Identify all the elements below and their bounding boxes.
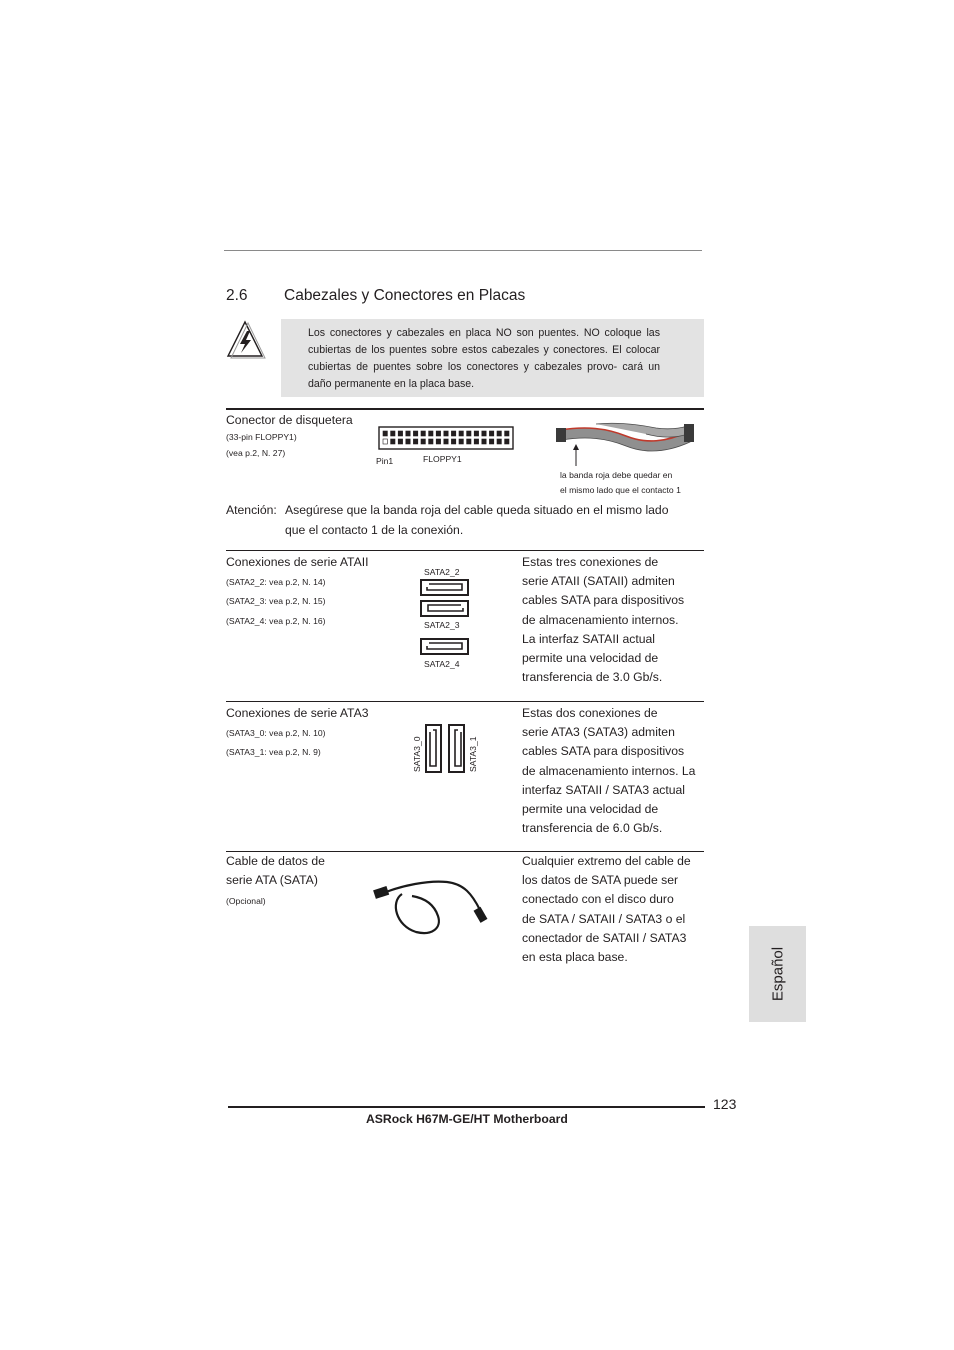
floppy-pin bbox=[398, 431, 402, 436]
floppy-pin bbox=[391, 439, 395, 444]
sata3-desc-line: cables SATA para dispositivos bbox=[522, 744, 685, 759]
sata3-title: Conexiones de serie ATA3 bbox=[226, 706, 369, 720]
sata2-4-connector bbox=[420, 638, 470, 656]
warning-icon bbox=[224, 320, 268, 360]
section-title: Cabezales y Conectores en Placas bbox=[284, 287, 526, 304]
floppy-pin bbox=[406, 439, 410, 444]
floppy-sub2: (vea p.2, N. 27) bbox=[226, 448, 286, 458]
floppy-pin bbox=[505, 439, 509, 444]
attention-line1: Asegúrese que la banda roja del cable queda situado en el mismo lado bbox=[285, 503, 669, 517]
floppy-pin bbox=[451, 439, 455, 444]
sata2-3-connector bbox=[420, 600, 470, 618]
cable-desc-line: conectado con el disco duro bbox=[522, 892, 674, 907]
sata3-desc-line: transferencia de 6.0 Gb/s. bbox=[522, 821, 663, 836]
floppy-pin bbox=[467, 431, 471, 436]
sata3-desc-line: serie ATA3 (SATA3) admiten bbox=[522, 725, 675, 740]
cable-sub: (Opcional) bbox=[226, 896, 266, 906]
floppy-rule bbox=[226, 408, 704, 410]
floppy-pin bbox=[482, 439, 486, 444]
floppy-pin bbox=[444, 431, 448, 436]
sataii-desc-line: permite una velocidad de bbox=[522, 651, 659, 666]
sata3-desc-line: permite una velocidad de bbox=[522, 802, 659, 817]
floppy-note-line2: el mismo lado que el contacto 1 bbox=[560, 485, 681, 495]
footer-rule bbox=[228, 1106, 705, 1108]
floppy-pin bbox=[467, 439, 471, 444]
sata3-rule bbox=[226, 701, 704, 702]
floppy-pin bbox=[436, 431, 440, 436]
floppy-pin bbox=[413, 431, 417, 436]
sata3-1-connector bbox=[448, 724, 466, 774]
sataii-desc-line: La interfaz SATAII actual bbox=[522, 631, 655, 646]
cable-description bbox=[522, 852, 691, 967]
floppy-pin bbox=[398, 439, 402, 444]
floppy-pin bbox=[482, 431, 486, 436]
cable-title-line2: serie ATA (SATA) bbox=[226, 873, 318, 887]
page-number: 123 bbox=[713, 1096, 737, 1112]
floppy-pin bbox=[383, 439, 387, 444]
floppy-pin bbox=[406, 431, 410, 436]
sata3-desc-line: Estas dos conexiones de bbox=[522, 706, 658, 720]
sataii-desc-line: Estas tres conexiones de bbox=[522, 555, 659, 569]
floppy-pin bbox=[505, 431, 509, 436]
floppy-pin bbox=[489, 431, 493, 436]
cable-desc-line: conectador de SATAII / SATA3 bbox=[522, 930, 687, 945]
floppy-pin bbox=[429, 431, 433, 436]
floppy-pin bbox=[489, 439, 493, 444]
floppy-sub1: (33-pin FLOPPY1) bbox=[226, 432, 297, 442]
floppy-pin bbox=[436, 439, 440, 444]
sata2-3-label: SATA2_3 bbox=[424, 620, 460, 630]
sataii-rule bbox=[226, 550, 704, 551]
floppy-pin bbox=[474, 431, 478, 436]
floppy-pin bbox=[391, 431, 395, 436]
floppy-pin bbox=[497, 439, 501, 444]
sata3-desc-line: interfaz SATAII / SATA3 actual bbox=[522, 782, 686, 797]
sata3-description bbox=[522, 704, 695, 838]
cable-desc-line: Cualquier extremo del cable de bbox=[522, 854, 691, 868]
floppy-pin1-label: Pin1 bbox=[376, 456, 394, 466]
cable-title-line1: Cable de datos de bbox=[226, 854, 325, 868]
cable-desc-line: los datos de SATA puede ser bbox=[522, 873, 679, 888]
warning-text: Los conectores y cabezales en placa NO son puentes. NO coloque las cubiertas de los puentes sobre estos cabezales y conectores. El colocar cubiertas de puentes sobre los conectores y cabezales provo- cará un daño permanente en la placa base. bbox=[308, 327, 660, 390]
sataii-title: Conexiones de serie ATAII bbox=[226, 555, 369, 569]
floppy-note-line1: la banda roja debe quedar en bbox=[560, 470, 673, 480]
warning-box bbox=[281, 319, 704, 397]
sataii-sub-0: (SATA2_2: vea p.2, N. 14) bbox=[226, 577, 326, 587]
sata3-desc-line: de almacenamiento internos. La bbox=[522, 763, 696, 778]
attention-line2: que el contacto 1 de la conexión. bbox=[285, 523, 464, 537]
sataii-description bbox=[522, 553, 684, 687]
sata3-0-label: SATA3_0 bbox=[412, 736, 422, 772]
sataii-desc-line: de almacenamiento internos. bbox=[522, 612, 679, 627]
floppy-pin bbox=[429, 439, 433, 444]
sata2-2-connector bbox=[420, 579, 470, 597]
floppy-cable-image bbox=[556, 418, 698, 470]
floppy-title: Conector de disquetera bbox=[226, 413, 353, 427]
floppy-pin bbox=[421, 431, 425, 436]
floppy-pin bbox=[421, 439, 425, 444]
floppy-pin bbox=[459, 439, 463, 444]
floppy-pin bbox=[383, 431, 387, 436]
language-tab bbox=[749, 926, 806, 1022]
sata2-4-label: SATA2_4 bbox=[424, 659, 460, 669]
floppy-pin bbox=[413, 439, 417, 444]
sataii-desc-line: transferencia de 3.0 Gb/s. bbox=[522, 670, 663, 685]
sata3-0-connector bbox=[425, 724, 443, 774]
sata3-sub-1: (SATA3_1: vea p.2, N. 9) bbox=[226, 747, 321, 757]
language-tab-label: Español bbox=[769, 946, 786, 1002]
floppy-pin bbox=[459, 431, 463, 436]
sata2-2-label: SATA2_2 bbox=[424, 567, 460, 577]
cable-desc-line: en esta placa base. bbox=[522, 950, 628, 965]
floppy-pin bbox=[444, 439, 448, 444]
floppy-connector-diagram bbox=[378, 426, 518, 452]
floppy-pin bbox=[451, 431, 455, 436]
cable-desc-line: de SATA / SATAII / SATA3 o el bbox=[522, 911, 686, 926]
footer-model: ASRock H67M-GE/HT Motherboard bbox=[366, 1112, 568, 1126]
sataii-desc-line: serie ATAII (SATAII) admiten bbox=[522, 574, 675, 589]
floppy-pin bbox=[474, 439, 478, 444]
sataii-sub-2: (SATA2_4: vea p.2, N. 16) bbox=[226, 616, 326, 626]
sata3-sub-0: (SATA3_0: vea p.2, N. 10) bbox=[226, 728, 326, 738]
sataii-sub-1: (SATA2_3: vea p.2, N. 15) bbox=[226, 596, 326, 606]
sataii-desc-line: cables SATA para dispositivos bbox=[522, 593, 685, 608]
sata3-1-label: SATA3_1 bbox=[468, 736, 478, 772]
floppy-connector-label: FLOPPY1 bbox=[423, 454, 462, 464]
header-rule bbox=[224, 250, 702, 251]
attention-label: Atención: bbox=[226, 503, 277, 517]
floppy-pin bbox=[497, 431, 501, 436]
sata-cable-image bbox=[372, 876, 496, 938]
section-number: 2.6 bbox=[226, 287, 248, 304]
